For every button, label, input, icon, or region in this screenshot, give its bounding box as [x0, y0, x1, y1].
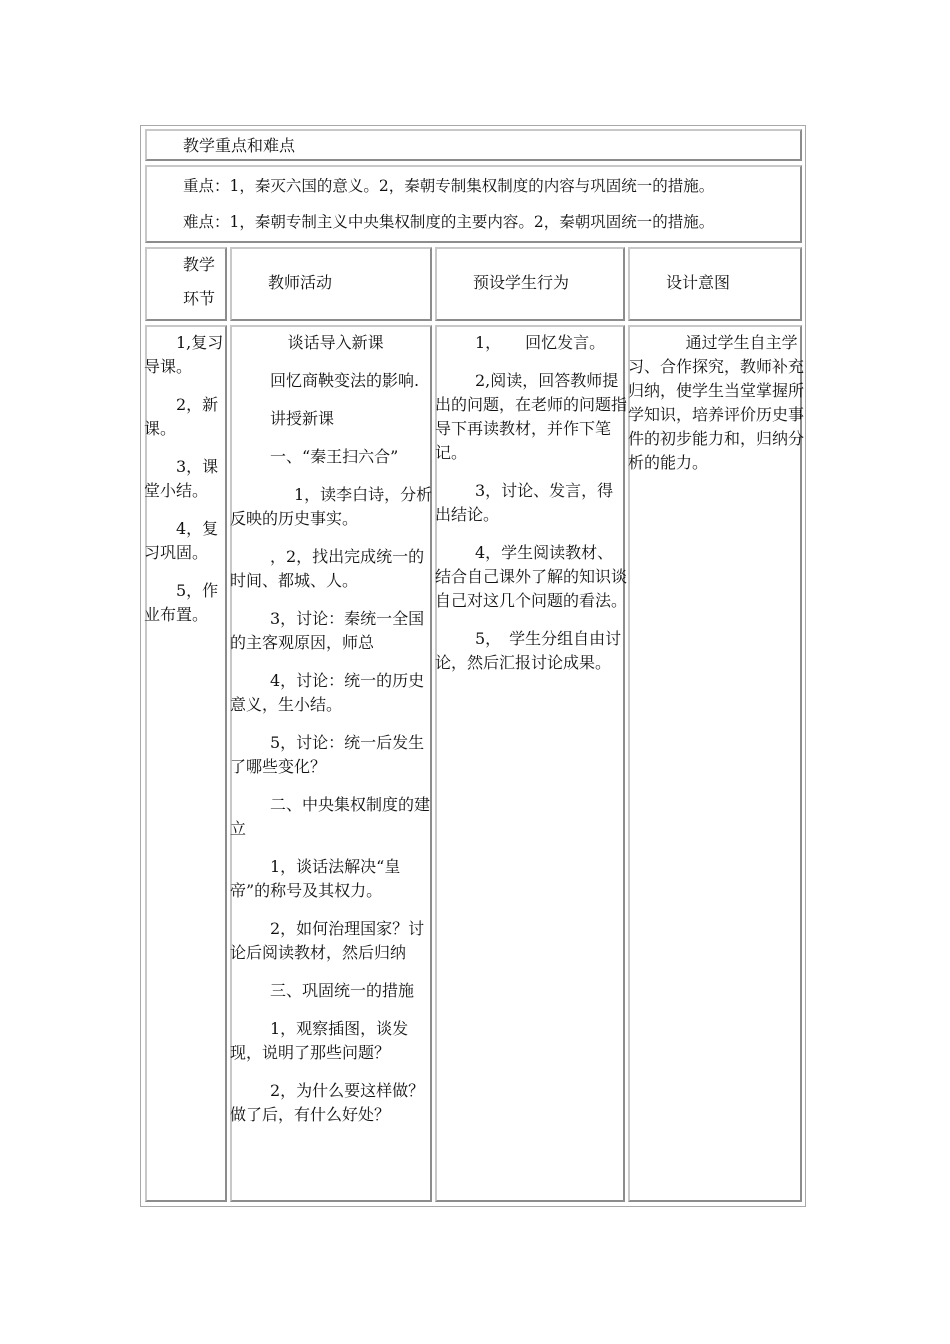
intent-text: 通过学生自主学习、合作探究，教师补充归纳，使学生当堂掌握所学知识，培养评价历史事件的初步能力和，归纳分析的能力。	[628, 333, 805, 472]
header-stage-cell	[145, 247, 227, 321]
teacher-item: 3，讨论：秦统一全国的主客观原因，师总	[230, 609, 425, 652]
teacher-item: 2，为什么要这样做？做了后，有什么好处？	[230, 1081, 425, 1124]
teacher-item: 1，观察插图，谈发现，说明了那些问题？	[230, 1019, 409, 1062]
key-point-text: 重点：1，秦灭六国的意义。2，秦朝专制集权制度的内容与巩固统一的措施。	[183, 177, 715, 195]
stage-item: 1,复习导课。	[144, 333, 224, 376]
header-stage-line2: 环节	[183, 289, 216, 308]
header-teacher-cell	[230, 247, 432, 321]
teacher-item: 4，讨论：统一的历史意义，生小结。	[230, 671, 425, 714]
teacher-item: 回忆商鞅变法的影响.	[270, 371, 420, 390]
teacher-activity-cell	[230, 325, 432, 1202]
teacher-item: 三、巩固统一的措施	[270, 981, 415, 1000]
teacher-item: 谈话导入新课	[287, 333, 384, 352]
difficulty-text: 难点：1，秦朝专制主义中央集权制度的主要内容。2，秦朝巩固统一的措施。	[183, 213, 715, 231]
teacher-item: 讲授新课	[270, 409, 335, 428]
stages-cell	[145, 325, 227, 1202]
student-item: 1， 回忆发言。	[475, 333, 606, 352]
header-student-label: 预设学生行为	[473, 273, 570, 292]
stage-item: 3，课堂小结。	[144, 457, 219, 500]
teacher-item: 二、中央集权制度的建立	[230, 795, 431, 838]
teacher-item: ，2，找出完成统一的时间、都城、人。	[230, 547, 425, 590]
stage-item: 4，复习巩固。	[144, 519, 219, 562]
section-title-cell	[145, 129, 802, 161]
section-title: 教学重点和难点	[183, 136, 296, 155]
header-intent-cell	[628, 247, 802, 321]
teacher-item: 一、“秦王扫六合”	[270, 447, 399, 466]
stage-item: 2，新课。	[144, 395, 219, 438]
design-intent-cell	[628, 325, 805, 1202]
student-behavior-cell	[435, 325, 628, 1202]
teacher-item: 2，如何治理国家？讨论后阅读教材，然后归纳	[230, 919, 425, 962]
student-item: 5， 学生分组自由讨论，然后汇报讨论成果。	[435, 629, 622, 672]
student-item: 4，学生阅读教材、结合自己课外了解的知识谈自己对这几个问题的看法。	[435, 543, 628, 610]
teacher-item: 1，读李白诗，分析反映的历史事实。	[230, 485, 433, 528]
teacher-item: 1，谈话法解决“皇帝”的称号及其权力。	[230, 857, 401, 900]
header-student-cell	[435, 247, 625, 321]
student-item: 2,阅读，回答教师提出的问题，在老师的问题指导下再读教材，并作下笔记。	[435, 371, 628, 462]
header-teacher-label: 教师活动	[268, 273, 333, 292]
header-stage-line1: 教学	[183, 255, 216, 274]
student-item: 3，讨论、发言，得出结论。	[435, 481, 614, 524]
teacher-item: 5，讨论：统一后发生了哪些变化？	[230, 733, 425, 776]
key-points-cell	[145, 165, 802, 243]
stage-item: 5，作业布置。	[144, 581, 219, 624]
header-intent-label: 设计意图	[666, 273, 731, 292]
